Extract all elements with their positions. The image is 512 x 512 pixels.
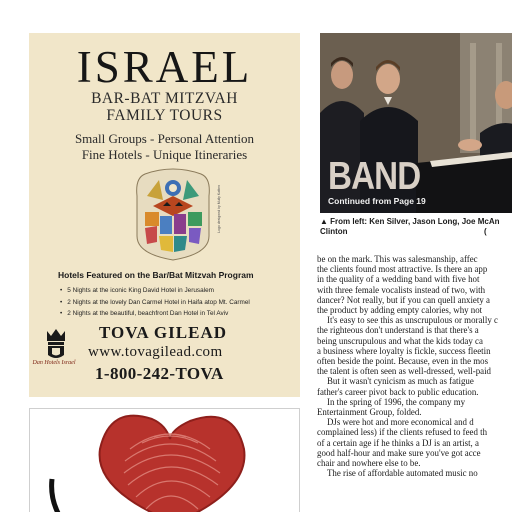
article-line: being unscrupulous and what the kids today ca — [317, 335, 483, 346]
dan-hotels-wordmark: Dan Hotels Israel — [32, 360, 76, 366]
ad-subtitle-line-2: FAMILY TOURS — [106, 107, 223, 124]
ad-subtitle — [29, 90, 300, 124]
contact-name: TOVA GILEAD — [99, 323, 227, 342]
dan-hotels-crest-icon — [41, 327, 71, 385]
article-line: a business where loyalty is fickle, success fleetin — [317, 345, 491, 356]
contact-phone: 1-800-242-TOVA — [95, 364, 224, 383]
article-line: the talent is often seen as well-dressed, well-paid — [317, 366, 491, 377]
logo-credit: Logo designed by Mully Katten — [217, 185, 221, 233]
band-section-title: BAND — [328, 155, 421, 198]
article-line: The rise of affordable automated music no — [327, 468, 478, 479]
israel-tours-ad — [29, 33, 300, 397]
hotel-item: • 2 Nights at the lovely Dan Carmel Hotel in Haifa atop Mt. Carmel — [60, 297, 250, 309]
hotel-item: • 2 Nights at the beautiful, beachfront Dan Hotel in Tel Aviv — [60, 308, 250, 320]
article-line: dancer? Not really, but if you can quell anxiety a — [317, 294, 490, 305]
ad-tagline — [29, 131, 300, 163]
ad-tagline-line-2: Fine Hotels - Unique Itineraries — [81, 147, 248, 162]
article-line: with three female vocalists instead of two, with — [317, 284, 486, 295]
article-line: the clients found most attractive. Is there an app — [317, 264, 488, 275]
hotel-item: • 5 Nights at the iconic King David Hotel in Jerusalem — [60, 285, 250, 297]
article-line: Entertainment Group, folded. — [317, 407, 422, 418]
article-line: good half-hour and make sure you've got acce — [317, 447, 481, 458]
article-line: But it wasn't cynicism as much as fatigue — [327, 376, 474, 387]
article-line: of a certain age if he thinks a DJ is an artist, a — [317, 437, 479, 448]
heart-ad — [29, 408, 300, 512]
fingerprint-heart-graphic — [30, 409, 300, 512]
hotel-list — [60, 285, 250, 320]
article-line: father's career pivot back to public education. — [317, 386, 479, 397]
article-line: the righteous don't understand is that there's a — [317, 325, 479, 336]
article-line: In the spring of 1996, the company my — [327, 396, 466, 407]
article-line: chair and nowhere else to be. — [317, 458, 421, 469]
contact-website: www.tovagilead.com — [88, 344, 223, 360]
article-body — [317, 254, 512, 512]
article-line: be on the mark. This was salesmanship, affec — [317, 254, 478, 264]
band-photo — [320, 33, 512, 213]
jerusalem-mosaic-logo — [133, 166, 213, 261]
continued-from-label: Continued from Page 19 — [328, 196, 426, 206]
article-line: DJs were hot and more economical and d — [327, 417, 474, 428]
article-line: complained less) if the clients refused to feed th — [317, 427, 488, 438]
caption-line-2-right: ( — [484, 227, 487, 236]
ad-subtitle-line-1: BAR-BAT MITZVAH — [91, 90, 238, 107]
hotels-heading: Hotels Featured on the Bar/Bat Mitzvah Program — [58, 270, 254, 280]
article-line: the product by adding empty calories, why not — [317, 305, 483, 316]
caption-line-2: Clinton — [320, 227, 348, 236]
article-line: often beside the point. Because, even in the mos — [317, 356, 489, 367]
ad-title: ISRAEL — [76, 42, 253, 92]
article-line: It's easy to see this as unscrupulous or morally c — [327, 315, 498, 326]
ad-tagline-line-1: Small Groups - Personal Attention — [74, 131, 255, 146]
article-line: in the quality of a wedding band with five hot — [317, 274, 480, 285]
caption-line-1: ▲ From left: Ken Silver, Jason Long, Joe McAn — [320, 217, 500, 226]
